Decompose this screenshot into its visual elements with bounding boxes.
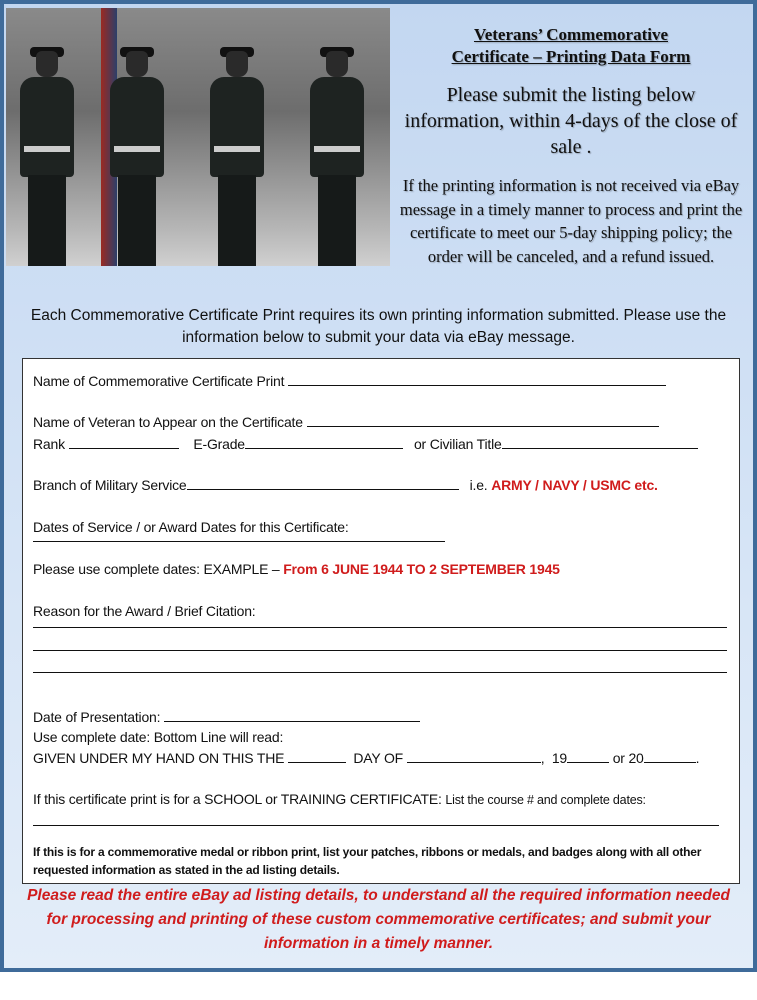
rank-blank[interactable] [69, 436, 179, 449]
form-title: Veterans’ Commemorative Certificate – Printing Data Form [451, 25, 691, 66]
reason-line-2[interactable] [33, 650, 727, 651]
veteran-name-blank[interactable] [307, 414, 659, 427]
reason-line-3[interactable] [33, 672, 727, 673]
reason-line-1[interactable] [33, 627, 727, 628]
medal-note: If this is for a commemorative medal or ribbon print, list your patches, ribbons or medals, and badges along with all other requested information as stated in the ad listing details. [33, 845, 702, 877]
school-blank[interactable] [33, 825, 719, 826]
presentation-row: Date of Presentation: [33, 709, 420, 725]
intro-text: Each Commemorative Certificate Print requires its own printing information submitted. Please use the information below to submit your data via eBay message. [30, 307, 727, 346]
lead-text: Please submit the listing below information, within 4-days of the close of sale . [404, 84, 738, 158]
data-form [22, 358, 740, 884]
egrade-blank[interactable] [245, 436, 403, 449]
dates-blank[interactable] [33, 541, 445, 542]
print-name-blank[interactable] [288, 373, 666, 386]
notice-text: If the printing information is not received via eBay message in a timely manner to process and print the certificate to meet our 5-day shipping policy; the order will be canceled, and a refund issued. [399, 176, 743, 266]
branch-row: Branch of Military Service i.e. ARMY / NAVY / USMC etc. [33, 477, 658, 493]
closing-note: Please read the entire eBay ad listing details, to understand all the required information needed for processing and printing of these custom commemorative certificates; and submit your information in a timely manner. [27, 887, 730, 952]
honor-guard-photo [6, 8, 390, 266]
print-name-row: Name of Commemorative Certificate Print [33, 373, 666, 389]
civilian-title-blank[interactable] [502, 436, 698, 449]
complete-date-text: Use complete date: Bottom Line will read: [33, 729, 284, 745]
presentation-blank[interactable] [164, 709, 420, 722]
given-row: GIVEN UNDER MY HAND ON THIS THE DAY OF , 19 or 20 . [33, 750, 700, 766]
reason-label: Reason for the Award / Brief Citation: [33, 603, 256, 619]
month-blank[interactable] [407, 750, 541, 763]
year-19-blank[interactable] [567, 750, 609, 763]
branch-blank[interactable] [187, 477, 459, 490]
day-blank[interactable] [288, 750, 346, 763]
veteran-name-row: Name of Veteran to Appear on the Certificate [33, 414, 659, 430]
school-row: If this certificate print is for a SCHOOL or TRAINING CERTIFICATE: List the course # and complete dates: [33, 791, 646, 807]
year-20-blank[interactable] [644, 750, 696, 763]
dates-label: Dates of Service / or Award Dates for this Certificate: [33, 519, 349, 535]
rank-row: Rank E-Grade or Civilian Title [33, 436, 698, 452]
dates-hint-row: Please use complete dates: EXAMPLE – From 6 JUNE 1944 TO 2 SEPTEMBER 1945 [33, 561, 560, 577]
